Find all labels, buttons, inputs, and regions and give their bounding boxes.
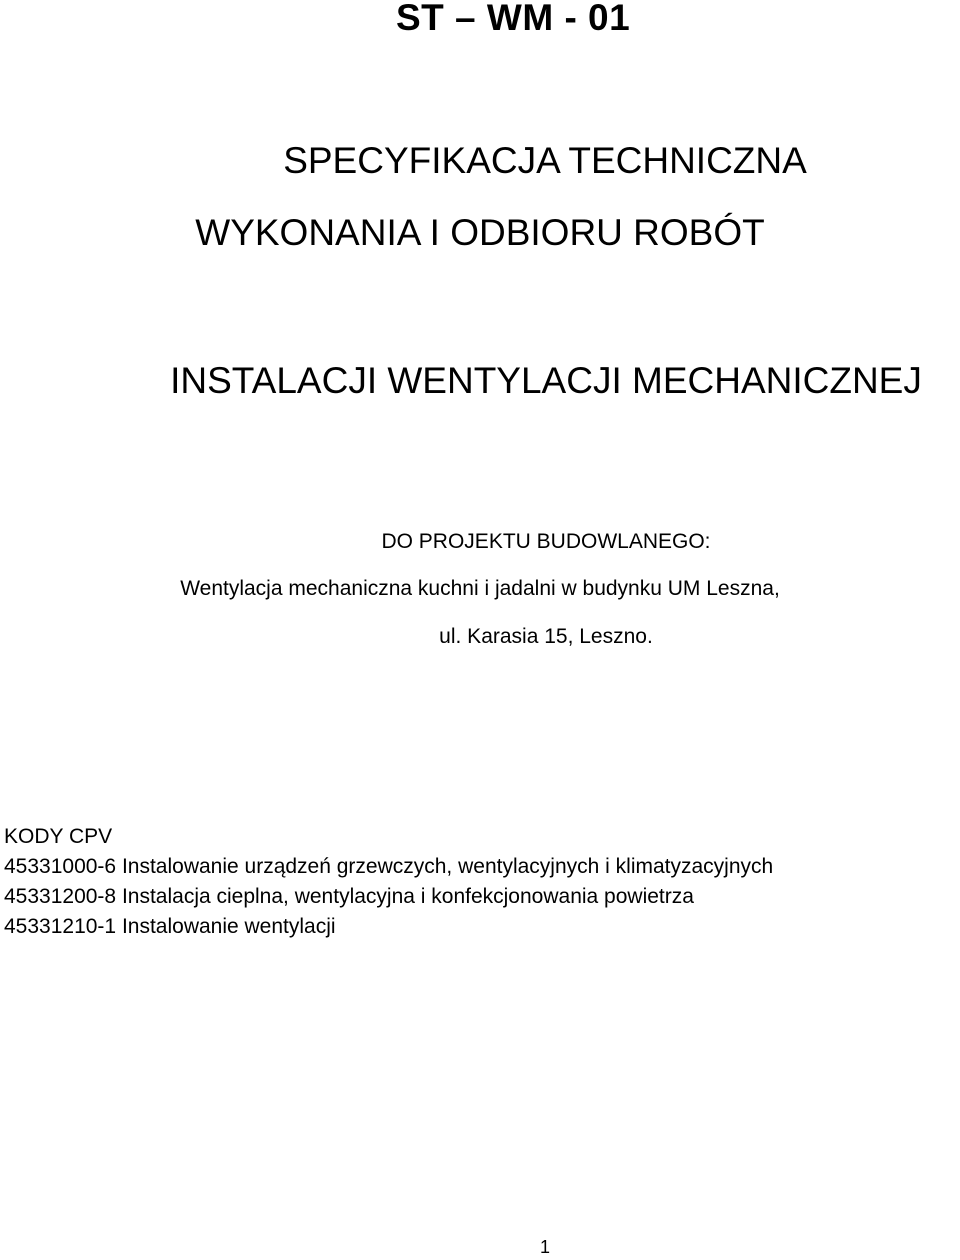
document-code: ST – WM - 01: [396, 0, 631, 38]
title-ventilation-installation: INSTALACJI WENTYLACJI MECHANICZNEJ: [170, 360, 922, 401]
cpv-code-line: 45331210-1 Instalowanie wentylacji: [4, 915, 336, 938]
project-address: ul. Karasia 15, Leszno.: [439, 625, 653, 648]
project-label: DO PROJEKTU BUDOWLANEGO:: [381, 530, 711, 553]
cpv-codes-section: [4, 822, 960, 942]
page-number: 1: [539, 1237, 550, 1257]
title-execution-acceptance: WYKONANIA I ODBIORU ROBÓT: [195, 212, 765, 253]
cpv-code-line: 45331000-6 Instalowanie urządzeń grzewczych, wentylacyjnych i klimatyzacyjnych: [4, 855, 774, 878]
cpv-heading: KODY CPV: [4, 825, 113, 848]
project-description: Wentylacja mechaniczna kuchni i jadalni w budynku UM Leszna,: [180, 577, 780, 600]
cpv-code-line: 45331200-8 Instalacja cieplna, wentylacyjna i konfekcjonowania powietrza: [4, 885, 694, 908]
title-specification: SPECYFIKACJA TECHNICZNA: [283, 140, 807, 181]
